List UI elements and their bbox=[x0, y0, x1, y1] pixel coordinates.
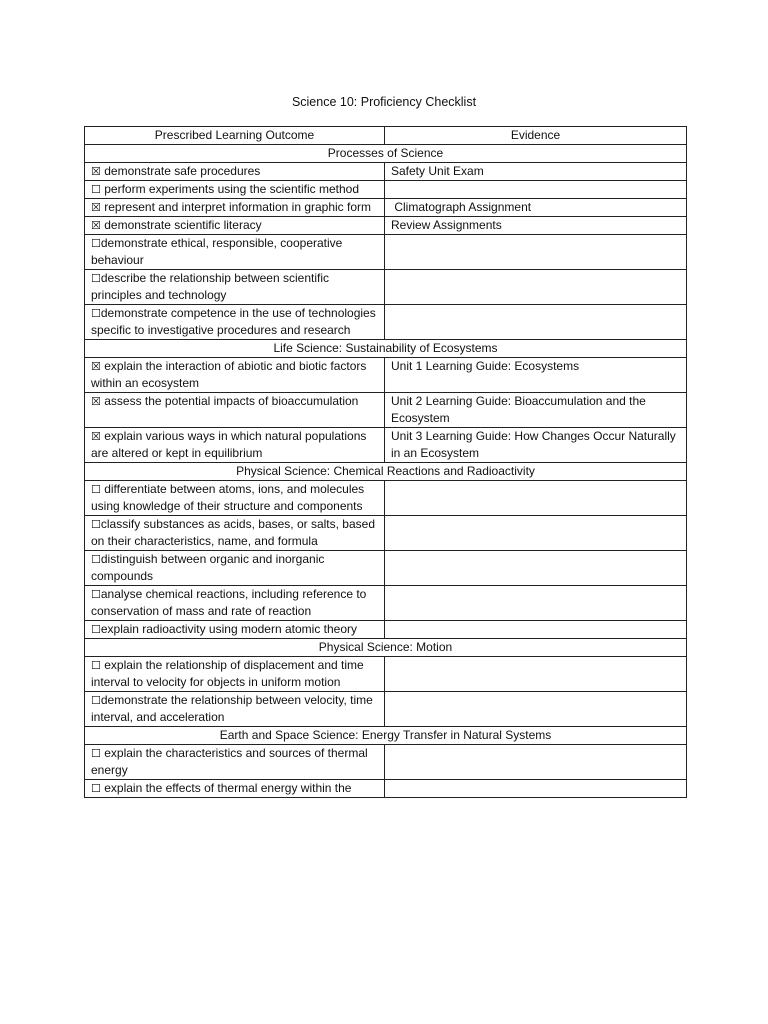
evidence-cell bbox=[385, 181, 687, 199]
section-row bbox=[85, 639, 687, 657]
outcome-text: explain the effects of thermal energy within the bbox=[104, 781, 352, 795]
outcome-row bbox=[85, 745, 687, 780]
checked-box-icon[interactable]: ☒ bbox=[91, 219, 101, 232]
outcome-cell bbox=[85, 551, 385, 586]
outcome-row bbox=[85, 586, 687, 621]
evidence-cell: Climatograph Assignment bbox=[385, 199, 687, 217]
unchecked-box-icon[interactable]: ☐ bbox=[91, 183, 101, 196]
outcome-row bbox=[85, 780, 687, 798]
outcome-row bbox=[85, 657, 687, 692]
outcome-cell bbox=[85, 358, 385, 393]
outcome-text: represent and interpret information in graphic form bbox=[104, 200, 372, 214]
outcome-row bbox=[85, 481, 687, 516]
outcome-row bbox=[85, 305, 687, 340]
unchecked-box-icon[interactable]: ☐ bbox=[91, 623, 101, 636]
evidence-cell: Unit 2 Learning Guide: Bioaccumulation and the Ecosystem bbox=[385, 393, 687, 428]
section-row bbox=[85, 727, 687, 745]
outcome-row bbox=[85, 393, 687, 428]
evidence-cell bbox=[385, 780, 687, 798]
outcome-text: perform experiments using the scientific method bbox=[104, 182, 360, 196]
outcome-row bbox=[85, 358, 687, 393]
outcome-cell bbox=[85, 481, 385, 516]
outcome-text: demonstrate safe procedures bbox=[104, 164, 261, 178]
section-row bbox=[85, 145, 687, 163]
outcome-row bbox=[85, 199, 687, 217]
section-title: Life Science: Sustainability of Ecosystems bbox=[85, 340, 687, 358]
unchecked-box-icon[interactable]: ☐ bbox=[91, 272, 101, 285]
checked-box-icon[interactable]: ☒ bbox=[91, 395, 101, 408]
unchecked-box-icon[interactable]: ☐ bbox=[91, 659, 101, 672]
outcome-cell bbox=[85, 305, 385, 340]
unchecked-box-icon[interactable]: ☐ bbox=[91, 588, 101, 601]
proficiency-checklist-table bbox=[84, 126, 687, 798]
outcome-text: differentiate between atoms, ions, and molecules using knowledge of their structure and components bbox=[91, 482, 365, 513]
evidence-cell: Safety Unit Exam bbox=[385, 163, 687, 181]
outcome-cell bbox=[85, 428, 385, 463]
outcome-cell bbox=[85, 586, 385, 621]
outcome-text: assess the potential impacts of bioaccumulation bbox=[104, 394, 359, 408]
outcome-cell bbox=[85, 621, 385, 639]
section-row bbox=[85, 340, 687, 358]
evidence-cell: Review Assignments bbox=[385, 217, 687, 235]
outcome-row bbox=[85, 163, 687, 181]
outcome-row bbox=[85, 551, 687, 586]
outcome-text: explain the relationship of displacement and time interval to velocity for objects in uniform motion bbox=[91, 658, 364, 689]
outcome-cell bbox=[85, 657, 385, 692]
section-title: Physical Science: Motion bbox=[85, 639, 687, 657]
header-row bbox=[85, 127, 687, 145]
checklist-body bbox=[85, 145, 687, 798]
outcome-cell bbox=[85, 780, 385, 798]
evidence-cell bbox=[385, 516, 687, 551]
evidence-cell bbox=[385, 481, 687, 516]
outcome-cell bbox=[85, 199, 385, 217]
outcome-text: explain various ways in which natural populations are altered or kept in equilibrium bbox=[91, 429, 367, 460]
column-header-evidence: Evidence bbox=[385, 127, 687, 145]
unchecked-box-icon[interactable]: ☐ bbox=[91, 237, 101, 250]
checked-box-icon[interactable]: ☒ bbox=[91, 360, 101, 373]
outcome-text: analyse chemical reactions, including reference to conservation of mass and rate of reaction bbox=[91, 587, 367, 618]
outcome-cell bbox=[85, 217, 385, 235]
outcome-text: distinguish between organic and inorganic compounds bbox=[91, 552, 325, 583]
checked-box-icon[interactable]: ☒ bbox=[91, 430, 101, 443]
section-title: Earth and Space Science: Energy Transfer in Natural Systems bbox=[85, 727, 687, 745]
outcome-text: describe the relationship between scientific principles and technology bbox=[91, 271, 330, 302]
outcome-text: demonstrate scientific literacy bbox=[104, 218, 262, 232]
outcome-row bbox=[85, 428, 687, 463]
checked-box-icon[interactable]: ☒ bbox=[91, 165, 101, 178]
outcome-cell bbox=[85, 181, 385, 199]
evidence-cell: Unit 1 Learning Guide: Ecosystems bbox=[385, 358, 687, 393]
evidence-cell bbox=[385, 621, 687, 639]
outcome-cell bbox=[85, 516, 385, 551]
outcome-row bbox=[85, 692, 687, 727]
outcome-text: explain the interaction of abiotic and biotic factors within an ecosystem bbox=[91, 359, 367, 390]
unchecked-box-icon[interactable]: ☐ bbox=[91, 518, 101, 531]
outcome-cell bbox=[85, 163, 385, 181]
evidence-cell bbox=[385, 551, 687, 586]
unchecked-box-icon[interactable]: ☐ bbox=[91, 782, 101, 795]
outcome-row bbox=[85, 270, 687, 305]
evidence-cell bbox=[385, 745, 687, 780]
section-row bbox=[85, 463, 687, 481]
evidence-cell bbox=[385, 305, 687, 340]
page-title: Science 10: Proficiency Checklist bbox=[291, 95, 477, 109]
unchecked-box-icon[interactable]: ☐ bbox=[91, 694, 101, 707]
evidence-cell bbox=[385, 586, 687, 621]
outcome-cell bbox=[85, 235, 385, 270]
outcome-row bbox=[85, 181, 687, 199]
outcome-row bbox=[85, 217, 687, 235]
outcome-cell bbox=[85, 692, 385, 727]
outcome-text: explain the characteristics and sources of thermal energy bbox=[91, 746, 368, 777]
checked-box-icon[interactable]: ☒ bbox=[91, 201, 101, 214]
outcome-text: explain radioactivity using modern atomic theory bbox=[100, 622, 357, 636]
evidence-cell bbox=[385, 270, 687, 305]
unchecked-box-icon[interactable]: ☐ bbox=[91, 483, 101, 496]
outcome-cell bbox=[85, 745, 385, 780]
outcome-row bbox=[85, 621, 687, 639]
section-title: Physical Science: Chemical Reactions and Radioactivity bbox=[85, 463, 687, 481]
evidence-cell: Unit 3 Learning Guide: How Changes Occur Naturally in an Ecosystem bbox=[385, 428, 687, 463]
evidence-cell bbox=[385, 235, 687, 270]
outcome-text: demonstrate competence in the use of technologies specific to investigative procedures and research bbox=[91, 306, 376, 337]
outcome-text: classify substances as acids, bases, or salts, based on their characteristics, name, and formula bbox=[91, 517, 376, 548]
evidence-cell bbox=[385, 692, 687, 727]
outcome-cell bbox=[85, 393, 385, 428]
outcome-row bbox=[85, 516, 687, 551]
outcome-text: demonstrate ethical, responsible, cooperative behaviour bbox=[91, 236, 343, 267]
outcome-cell bbox=[85, 270, 385, 305]
evidence-cell bbox=[385, 657, 687, 692]
unchecked-box-icon[interactable]: ☐ bbox=[91, 307, 101, 320]
section-title: Processes of Science bbox=[85, 145, 687, 163]
unchecked-box-icon[interactable]: ☐ bbox=[91, 747, 101, 760]
outcome-text: demonstrate the relationship between velocity, time interval, and acceleration bbox=[91, 693, 373, 724]
column-header-outcome: Prescribed Learning Outcome bbox=[85, 127, 385, 145]
unchecked-box-icon[interactable]: ☐ bbox=[91, 553, 101, 566]
outcome-row bbox=[85, 235, 687, 270]
